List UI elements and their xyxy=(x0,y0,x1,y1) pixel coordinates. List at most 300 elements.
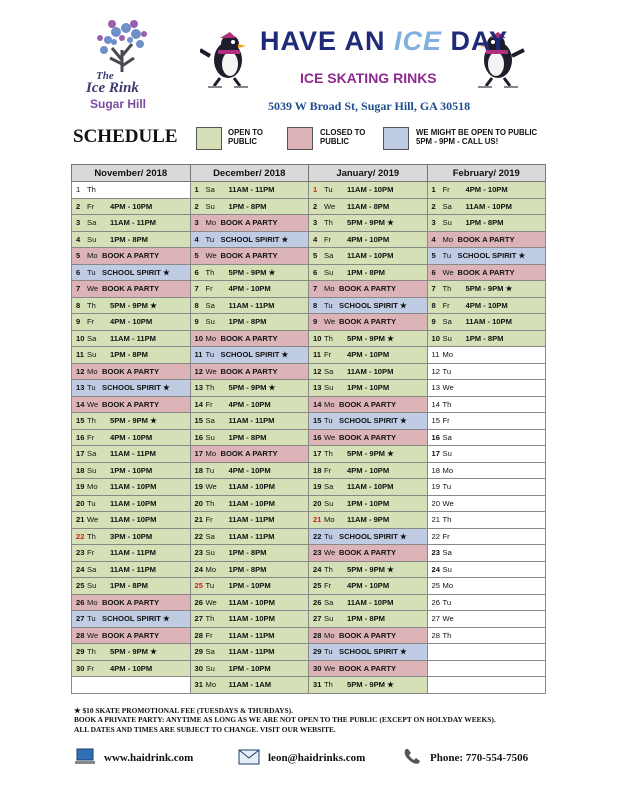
day-hours: 11AM - 8PM xyxy=(347,201,390,211)
day-hours: BOOK A PARTY xyxy=(339,284,397,294)
day-hours: 4PM - 10PM xyxy=(110,432,153,442)
day-number: 4 xyxy=(194,234,199,244)
day-weekday: Fr xyxy=(205,284,213,294)
day-hours: 11AM - 11PM xyxy=(110,449,157,459)
day-weekday: Su xyxy=(442,333,452,343)
day-number: 27 xyxy=(194,614,203,624)
day-weekday: We xyxy=(87,399,99,409)
day-cell xyxy=(427,215,546,232)
day-weekday: Mo xyxy=(87,597,98,607)
day-cell xyxy=(72,677,191,694)
day-number: 6 xyxy=(194,267,199,277)
day-number: 29 xyxy=(313,647,322,657)
day-cell xyxy=(72,495,191,512)
day-number: 7 xyxy=(194,284,199,294)
day-weekday: Sa xyxy=(205,300,215,310)
day-number: 3 xyxy=(431,218,436,228)
day-weekday: Mo xyxy=(324,399,335,409)
day-weekday: Sa xyxy=(87,564,97,574)
day-number: 8 xyxy=(76,300,81,310)
day-weekday: Su xyxy=(87,465,97,475)
day-hours: BOOK A PARTY xyxy=(339,399,397,409)
day-weekday: Mo xyxy=(87,366,98,376)
day-cell xyxy=(427,314,546,331)
day-weekday: Mo xyxy=(324,515,335,525)
day-cell xyxy=(309,281,428,298)
day-weekday: Su xyxy=(442,449,452,459)
day-hours: 11AM - 10PM xyxy=(347,482,394,492)
day-hours: 11AM - 10PM xyxy=(347,597,394,607)
day-cell xyxy=(190,611,309,628)
footnotes xyxy=(74,706,496,734)
footnote-party: BOOK A PRIVATE PARTY: ANYTIME AS LONG AS WE ARE NOT OPEN TO THE PUBLIC (EXCEPT ON HOLYDAY WEEKS). xyxy=(74,715,496,725)
day-weekday: We xyxy=(205,597,217,607)
day-cell xyxy=(190,479,309,496)
schedule-row xyxy=(72,627,546,644)
month-header-row xyxy=(72,165,546,182)
day-number: 21 xyxy=(76,515,85,525)
day-weekday: Tu xyxy=(87,614,96,624)
day-cell xyxy=(72,528,191,545)
day-cell xyxy=(427,479,546,496)
day-weekday: Fr xyxy=(442,185,450,195)
day-weekday: Sa xyxy=(324,597,334,607)
day-number: 1 xyxy=(313,185,318,195)
day-number: 8 xyxy=(194,300,199,310)
day-hours: 5PM - 9PM ★ xyxy=(347,564,394,574)
day-weekday: Mo xyxy=(442,234,454,244)
schedule-row xyxy=(72,611,546,628)
day-cell xyxy=(190,627,309,644)
schedule-heading: SCHEDULE xyxy=(73,126,178,147)
day-cell xyxy=(309,264,428,281)
day-number: 12 xyxy=(194,366,203,376)
day-cell xyxy=(309,446,428,463)
day-hours: 11AM - 11PM xyxy=(228,647,275,657)
day-number: 12 xyxy=(313,366,322,376)
day-weekday: Sa xyxy=(324,482,334,492)
day-number: 30 xyxy=(194,663,203,673)
day-weekday: Su xyxy=(324,267,334,277)
day-cell xyxy=(72,578,191,595)
schedule-row xyxy=(72,462,546,479)
day-number: 19 xyxy=(313,482,322,492)
day-weekday: Mo xyxy=(205,564,217,574)
day-cell xyxy=(427,644,546,661)
day-number: 27 xyxy=(313,614,322,624)
day-cell xyxy=(72,264,191,281)
day-number: 14 xyxy=(76,399,85,409)
day-hours: 5PM - 9PM ★ xyxy=(347,333,394,343)
day-number: 26 xyxy=(313,597,322,607)
day-hours: BOOK A PARTY xyxy=(102,284,160,294)
day-hours: 11AM - 11PM xyxy=(110,333,157,343)
day-number: 25 xyxy=(194,581,203,591)
footnote-change: ALL DATES AND TIMES ARE SUBJECT TO CHANGE. VISIT OUR WEBSITE. xyxy=(74,724,336,734)
day-hours: 1PM - 8PM xyxy=(110,581,148,591)
day-cell xyxy=(190,413,309,430)
day-weekday: Th xyxy=(442,399,452,409)
penguin-skater-icon xyxy=(200,30,258,90)
day-cell xyxy=(190,363,309,380)
day-weekday: We xyxy=(87,630,99,640)
legend-label-open: OPEN TO PUBLIC xyxy=(228,128,263,146)
day-hours: 11AM - 10PM xyxy=(347,366,394,376)
day-number: 7 xyxy=(431,284,436,294)
schedule-row xyxy=(72,363,546,380)
email-link[interactable]: leon@haidrinks.com xyxy=(268,752,366,764)
day-hours: SCHOOL SPIRIT ★ xyxy=(339,300,407,310)
day-number: 2 xyxy=(313,201,318,211)
day-weekday: Mo xyxy=(87,251,98,261)
day-hours: 4PM - 10PM xyxy=(347,581,390,591)
day-weekday: Su xyxy=(205,317,215,327)
day-weekday: We xyxy=(442,614,454,624)
day-number: 7 xyxy=(76,284,81,294)
day-cell xyxy=(72,198,191,215)
day-number: 8 xyxy=(431,300,436,310)
schedule-row xyxy=(72,578,546,595)
phone-number[interactable]: Phone: 770-554-7506 xyxy=(430,752,529,764)
day-weekday: Fr xyxy=(87,432,95,442)
website-link[interactable]: www.haidrink.com xyxy=(104,752,194,764)
day-weekday: We xyxy=(324,201,336,211)
day-cell xyxy=(190,347,309,364)
day-weekday: Tu xyxy=(324,416,333,426)
day-hours: BOOK A PARTY xyxy=(102,399,160,409)
day-cell xyxy=(190,215,309,232)
day-cell xyxy=(309,479,428,496)
day-number: 17 xyxy=(313,449,322,459)
day-number: 14 xyxy=(431,399,440,409)
day-weekday: Tu xyxy=(324,647,333,657)
day-weekday: We xyxy=(324,663,336,673)
day-hours: 1PM - 10PM xyxy=(347,383,390,393)
day-weekday: Sa xyxy=(442,201,452,211)
day-cell xyxy=(190,248,309,265)
schedule-row xyxy=(72,297,546,314)
day-number: 20 xyxy=(76,498,85,508)
day-number: 23 xyxy=(313,548,322,558)
day-cell xyxy=(72,347,191,364)
schedule-row xyxy=(72,644,546,661)
day-number: 17 xyxy=(76,449,85,459)
day-cell xyxy=(190,495,309,512)
day-weekday: Th xyxy=(324,449,333,459)
day-hours: 1PM - 10PM xyxy=(110,465,153,475)
day-weekday: Th xyxy=(87,647,96,657)
day-weekday: Su xyxy=(324,614,334,624)
day-number: 24 xyxy=(76,564,85,574)
day-cell xyxy=(427,660,546,677)
day-weekday: Su xyxy=(87,581,97,591)
day-number: 22 xyxy=(431,531,440,541)
day-number: 22 xyxy=(194,531,203,541)
day-hours: 1PM - 8PM xyxy=(228,564,267,574)
schedule-row xyxy=(72,446,546,463)
day-hours: 11AM - 10PM xyxy=(228,614,275,624)
day-hours: 4PM - 10PM xyxy=(347,465,390,475)
day-hours: 1PM - 10PM xyxy=(347,498,390,508)
day-number: 26 xyxy=(76,597,85,607)
day-number: 25 xyxy=(431,581,440,591)
day-hours: SCHOOL SPIRIT ★ xyxy=(102,383,170,393)
day-hours: 5PM - 9PM ★ xyxy=(110,647,157,657)
day-hours: SCHOOL SPIRIT ★ xyxy=(339,647,407,657)
day-number: 2 xyxy=(194,201,199,211)
day-cell xyxy=(309,462,428,479)
day-weekday: Fr xyxy=(205,399,213,409)
day-hours: 4PM - 10PM xyxy=(110,663,153,673)
day-hours: 11AM - 11PM xyxy=(110,218,157,228)
day-number: 6 xyxy=(313,267,318,277)
day-hours: 4PM - 10PM xyxy=(110,317,153,327)
logo-text-sugar-hill: Sugar Hill xyxy=(90,97,147,111)
day-number: 30 xyxy=(313,663,322,673)
day-number: 17 xyxy=(431,449,440,459)
day-cell xyxy=(309,528,428,545)
day-cell xyxy=(190,660,309,677)
day-hours: 4PM - 10PM xyxy=(228,465,271,475)
logo-text-ice-rink: Ice Rink xyxy=(86,80,139,96)
day-hours: 11AM - 10PM xyxy=(347,185,394,195)
day-hours: 11AM - 11PM xyxy=(110,564,157,574)
day-cell xyxy=(72,462,191,479)
day-cell xyxy=(72,413,191,430)
day-number: 31 xyxy=(194,680,203,690)
day-hours: SCHOOL SPIRIT ★ xyxy=(102,614,170,624)
day-cell xyxy=(72,363,191,380)
day-cell xyxy=(72,248,191,265)
day-weekday: Th xyxy=(205,267,215,277)
day-cell xyxy=(309,314,428,331)
day-number: 17 xyxy=(194,449,203,459)
day-number: 3 xyxy=(313,218,318,228)
day-cell xyxy=(309,396,428,413)
page-subtitle: ICE SKATING RINKS xyxy=(300,70,437,86)
day-cell xyxy=(190,594,309,611)
day-number: 21 xyxy=(431,515,440,525)
day-number: 4 xyxy=(431,234,436,244)
day-weekday: Th xyxy=(442,284,452,294)
day-weekday: Fr xyxy=(324,350,332,360)
day-number: 15 xyxy=(431,416,440,426)
day-weekday: We xyxy=(87,515,99,525)
address: 5039 W Broad St, Sugar Hill, GA 30518 xyxy=(268,99,471,113)
day-number: 20 xyxy=(194,498,203,508)
day-cell xyxy=(190,644,309,661)
day-cell xyxy=(309,644,428,661)
day-hours: 11AM - 11PM xyxy=(228,515,275,525)
legend-label-closed: CLOSED TO PUBLIC xyxy=(320,128,366,146)
day-number: 13 xyxy=(194,383,203,393)
day-number: 12 xyxy=(76,366,85,376)
day-weekday: Fr xyxy=(87,201,95,211)
day-hours: 11AM - 10PM xyxy=(228,597,275,607)
day-number: 12 xyxy=(431,366,440,376)
schedule-row xyxy=(72,248,546,265)
day-hours: 4PM - 10PM xyxy=(465,300,508,310)
day-weekday: Th xyxy=(324,218,333,228)
day-number: 29 xyxy=(76,647,85,657)
day-cell xyxy=(72,627,191,644)
phone-icon xyxy=(402,747,422,767)
day-hours: 4PM - 10PM xyxy=(347,350,390,360)
day-number: 28 xyxy=(313,630,322,640)
day-weekday: We xyxy=(324,432,336,442)
day-cell xyxy=(427,396,546,413)
day-cell xyxy=(427,677,546,694)
schedule-row xyxy=(72,561,546,578)
day-weekday: Mo xyxy=(442,465,454,475)
day-number: 23 xyxy=(194,548,203,558)
day-weekday: Su xyxy=(205,663,215,673)
day-weekday: Fr xyxy=(205,630,213,640)
day-cell xyxy=(72,314,191,331)
day-hours: 5PM - 9PM ★ xyxy=(347,680,394,690)
day-cell xyxy=(190,429,309,446)
schedule-row xyxy=(72,528,546,545)
day-number: 15 xyxy=(76,416,85,426)
day-hours: 11AM - 10PM xyxy=(228,482,275,492)
day-number: 19 xyxy=(194,482,203,492)
day-number: 1 xyxy=(194,185,199,195)
day-cell xyxy=(190,182,309,199)
day-hours: 4PM - 10PM xyxy=(228,399,271,409)
envelope-icon xyxy=(238,749,260,765)
day-hours: 1PM - 8PM xyxy=(110,350,148,360)
day-number: 10 xyxy=(76,333,85,343)
day-number: 11 xyxy=(76,350,85,360)
day-weekday: Tu xyxy=(324,300,333,310)
day-weekday: Mo xyxy=(324,630,335,640)
day-number: 19 xyxy=(431,482,440,492)
day-hours: 11AM - 10PM xyxy=(110,498,157,508)
schedule-row xyxy=(72,512,546,529)
day-hours: SCHOOL SPIRIT ★ xyxy=(220,350,289,360)
day-hours: 4PM - 10PM xyxy=(347,234,390,244)
day-number: 26 xyxy=(431,597,440,607)
day-weekday: Tu xyxy=(324,531,333,541)
day-weekday: Su xyxy=(205,201,215,211)
day-number: 9 xyxy=(313,317,318,327)
day-cell xyxy=(427,380,546,397)
schedule-row xyxy=(72,281,546,298)
day-weekday: Sa xyxy=(205,531,215,541)
day-hours: BOOK A PARTY xyxy=(220,366,278,376)
day-cell xyxy=(427,429,546,446)
day-weekday: Sa xyxy=(324,366,334,376)
day-hours: 11AM - 1AM xyxy=(228,680,272,690)
day-cell xyxy=(72,660,191,677)
day-number: 21 xyxy=(194,515,203,525)
day-cell xyxy=(427,495,546,512)
day-weekday: Su xyxy=(442,564,452,574)
day-number: 2 xyxy=(76,201,81,211)
day-number: 18 xyxy=(194,465,203,475)
day-number: 16 xyxy=(76,432,85,442)
day-cell xyxy=(309,561,428,578)
day-number: 28 xyxy=(194,630,203,640)
day-hours: 1PM - 10PM xyxy=(228,663,271,673)
day-cell xyxy=(309,627,428,644)
day-weekday: Mo xyxy=(205,449,217,459)
day-cell xyxy=(190,545,309,562)
day-cell xyxy=(190,462,309,479)
day-cell xyxy=(309,512,428,529)
day-hours: 1PM - 10PM xyxy=(228,581,271,591)
day-hours: 1PM - 8PM xyxy=(228,548,267,558)
schedule-row xyxy=(72,660,546,677)
day-cell xyxy=(427,627,546,644)
schedule-row xyxy=(72,594,546,611)
schedule-row xyxy=(72,231,546,248)
day-cell xyxy=(427,198,546,215)
day-number: 13 xyxy=(431,383,440,393)
day-hours: 4PM - 10PM xyxy=(465,185,508,195)
day-weekday: Tu xyxy=(205,350,215,360)
day-cell xyxy=(427,248,546,265)
day-weekday: Mo xyxy=(324,284,335,294)
day-cell xyxy=(72,545,191,562)
day-cell xyxy=(72,429,191,446)
day-hours: BOOK A PARTY xyxy=(220,333,278,343)
day-cell xyxy=(309,495,428,512)
day-hours: BOOK A PARTY xyxy=(457,267,515,277)
day-cell xyxy=(72,479,191,496)
day-cell xyxy=(427,462,546,479)
day-cell xyxy=(427,264,546,281)
day-hours: 11AM - 10PM xyxy=(465,201,512,211)
day-cell xyxy=(72,396,191,413)
title-part: HAVE AN xyxy=(260,26,395,56)
day-number: 11 xyxy=(313,350,322,360)
day-number: 16 xyxy=(431,432,440,442)
day-cell xyxy=(190,264,309,281)
day-weekday: Su xyxy=(87,234,97,244)
day-number: 5 xyxy=(313,251,318,261)
day-hours: BOOK A PARTY xyxy=(102,597,160,607)
day-weekday: Th xyxy=(324,680,333,690)
day-weekday: Tu xyxy=(205,234,215,244)
day-number: 5 xyxy=(194,251,199,261)
day-cell xyxy=(190,446,309,463)
day-cell xyxy=(309,413,428,430)
schedule-row xyxy=(72,413,546,430)
day-number: 6 xyxy=(431,267,436,277)
legend-label-maybe: WE MIGHT BE OPEN TO PUBLIC 5PM - 9PM - CALL US! xyxy=(416,128,538,146)
day-cell xyxy=(309,248,428,265)
day-weekday: We xyxy=(205,366,217,376)
day-number: 6 xyxy=(76,267,81,277)
day-number: 4 xyxy=(76,234,81,244)
day-cell xyxy=(309,363,428,380)
day-hours: 1PM - 8PM xyxy=(228,317,267,327)
day-weekday: Th xyxy=(324,564,333,574)
day-weekday: Sa xyxy=(87,218,97,228)
day-number: 7 xyxy=(313,284,318,294)
day-hours: 11AM - 11PM xyxy=(228,416,275,426)
schedule-row xyxy=(72,198,546,215)
day-hours: BOOK A PARTY xyxy=(457,234,515,244)
day-cell xyxy=(427,330,546,347)
day-hours: 1PM - 8PM xyxy=(228,201,267,211)
day-number: 21 xyxy=(313,515,322,525)
day-hours: SCHOOL SPIRIT ★ xyxy=(220,234,289,244)
day-number: 31 xyxy=(313,680,322,690)
day-number: 30 xyxy=(76,663,85,673)
day-weekday: Fr xyxy=(442,531,450,541)
